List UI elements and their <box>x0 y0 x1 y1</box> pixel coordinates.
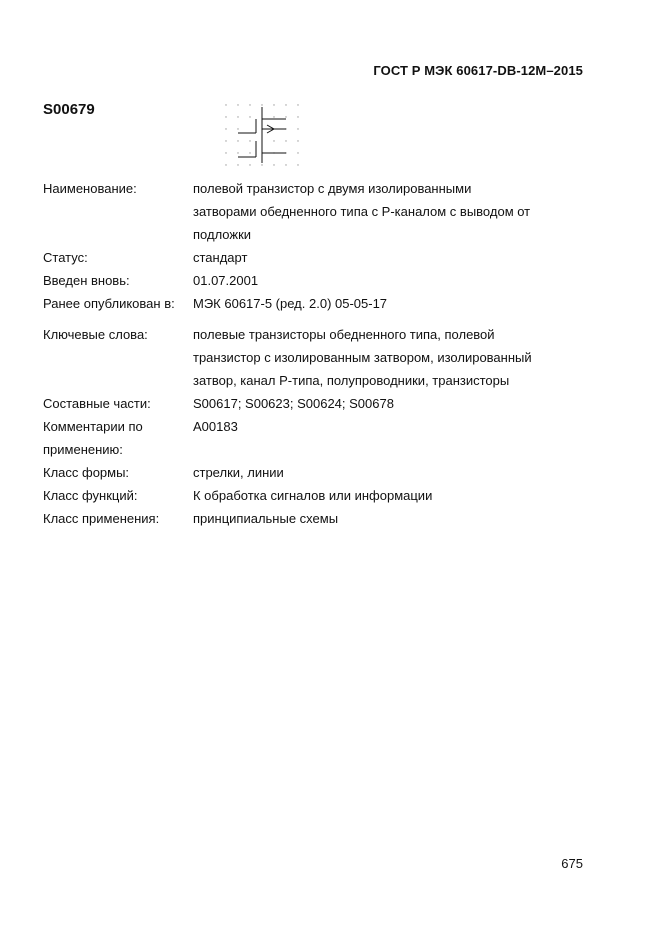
value-line: полевые транзисторы обедненного типа, полевой <box>193 327 495 342</box>
value-line: транзистор с изолированным затвором, изолированный <box>193 350 532 365</box>
field-status <box>43 246 563 269</box>
field-label: Класс формы: <box>43 465 130 480</box>
value-line: полевой транзистор с двумя изолированными <box>193 181 472 196</box>
symbol-code: S00679 <box>43 101 95 118</box>
field-value <box>193 177 563 246</box>
field-value: принципиальные схемы <box>193 511 339 526</box>
value-line: затворами обедненного типа с Р-каналом с выводом от <box>193 204 531 219</box>
field-parts <box>43 392 563 415</box>
field-value: S00617; S00623; S00624; S00678 <box>193 396 394 411</box>
value-line: подложки <box>193 227 252 242</box>
field-value: К обработка сигналов или информации <box>193 488 433 503</box>
field-keywords <box>43 323 563 392</box>
field-label: Класс применения: <box>43 511 160 526</box>
p-channel-depletion-mosfet-dual-gate-symbol-icon <box>222 101 300 167</box>
field-label <box>43 415 193 461</box>
field-name <box>43 177 563 246</box>
field-label: Ключевые слова: <box>43 327 148 342</box>
field-introduced <box>43 269 563 292</box>
field-application-class <box>43 507 563 530</box>
value-line: затвор, канал Р-типа, полупроводники, транзисторы <box>193 373 510 388</box>
label-line: Комментарии по <box>43 419 143 434</box>
field-form-class <box>43 461 563 484</box>
field-value: стандарт <box>193 250 248 265</box>
field-value: A00183 <box>193 419 238 434</box>
document-header: ГОСТ Р МЭК 60617-DB-12M–2015 <box>373 63 583 78</box>
field-label: Ранее опубликован в: <box>43 296 175 311</box>
symbol-properties <box>43 177 563 530</box>
field-label: Введен вновь: <box>43 273 130 288</box>
field-label: Наименование: <box>43 181 137 196</box>
field-label: Статус: <box>43 250 88 265</box>
label-line: применению: <box>43 442 123 457</box>
field-function-class <box>43 484 563 507</box>
field-label: Составные части: <box>43 396 151 411</box>
field-value: МЭК 60617-5 (ред. 2.0) 05-05-17 <box>193 296 388 311</box>
field-label: Класс функций: <box>43 488 138 503</box>
field-published <box>43 292 563 315</box>
field-value: 01.07.2001 <box>193 273 259 288</box>
page-number: 675 <box>561 856 583 871</box>
field-value: стрелки, линии <box>193 465 284 480</box>
field-comments <box>43 415 563 461</box>
field-value <box>193 323 563 392</box>
